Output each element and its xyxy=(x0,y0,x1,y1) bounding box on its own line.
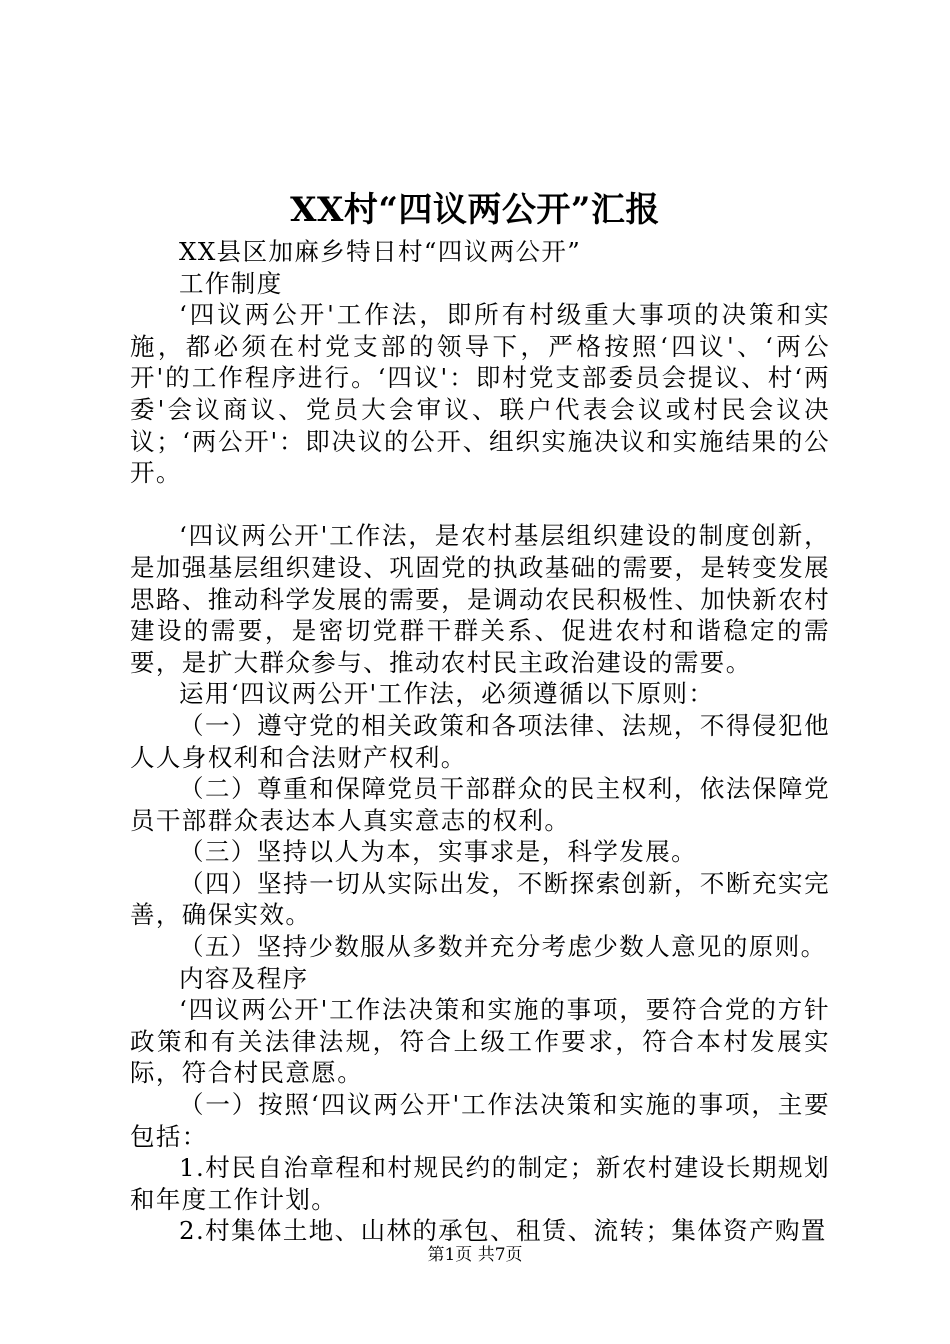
section-heading-content: 内容及程序 xyxy=(179,963,309,993)
paragraph-principle-1: （一）遵守党的相关政策和各项法律、法规，不得侵犯他人人身权利和合法财产权利。 xyxy=(130,710,830,772)
paragraph-principle-2: （二）尊重和保障党员干部群众的民主权利，依法保障党员干部群众表达本人真实意志的权利。 xyxy=(130,774,830,835)
paragraph-principles-intro: 运用‘四议两公开'工作法，必须遵循以下原则： xyxy=(179,679,715,709)
paragraph-definition: ‘四议两公开'工作法，即所有村级重大事项的决策和实施，都必须在村党支部的领导下，严格按照‘四议'、‘两公开'的工作程序进行。‘四议'：即村党支部委员会提议、村‘两委'会议商议、党员大会审议、联户代表会议或村民会议决议；‘两公开'：即决议的公开、组织实施决议和实施结果的公开。 xyxy=(130,300,830,488)
paragraph-heading-line2: 工作制度 xyxy=(179,268,283,298)
paragraph-heading-line1: XX县区加麻乡特日村“四议两公开” xyxy=(179,237,582,266)
paragraph-item-2: 2.村集体土地、山林的承包、租赁、流转；集体资产购置 xyxy=(179,1216,827,1246)
document-title: XX村“四议两公开”汇报 xyxy=(290,190,660,230)
paragraph-principle-5: （五）坚持少数服从多数并充分考虑少数人意见的原则。 xyxy=(179,932,827,962)
document-body xyxy=(130,236,830,1247)
paragraph-principle-4: （四）坚持一切从实际出发，不断探索创新，不断充实完善，确保实效。 xyxy=(130,868,830,930)
paragraph-significance: ‘四议两公开'工作法，是农村基层组织建设的制度创新，是加强基层组织建设、巩固党的执政基础的需要，是转变发展思路、推动科学发展的需要，是调动农民积极性、加快新农村建设的需要，是密切党群干群关系、促进农村和谐稳定的需要，是扩大群众参与、推动农村民主政治建设的需要。 xyxy=(130,521,830,677)
paragraph-item-1: 1.村民自治章程和村规民约的制定；新农村建设长期规划和年度工作计划。 xyxy=(130,1153,830,1214)
paragraph-principle-3: （三）坚持以人为本，实事求是，科学发展。 xyxy=(179,837,697,867)
page-number-footer: 第1页 共7页 xyxy=(427,1245,523,1265)
paragraph-item-list-intro: （一）按照‘四议两公开'工作法决策和实施的事项，主要包括： xyxy=(130,1090,830,1151)
paragraph-content-scope: ‘四议两公开'工作法决策和实施的事项，要符合党的方针政策和有关法律法规，符合上级工作要求，符合本村发展实际，符合村民意愿。 xyxy=(130,995,830,1088)
